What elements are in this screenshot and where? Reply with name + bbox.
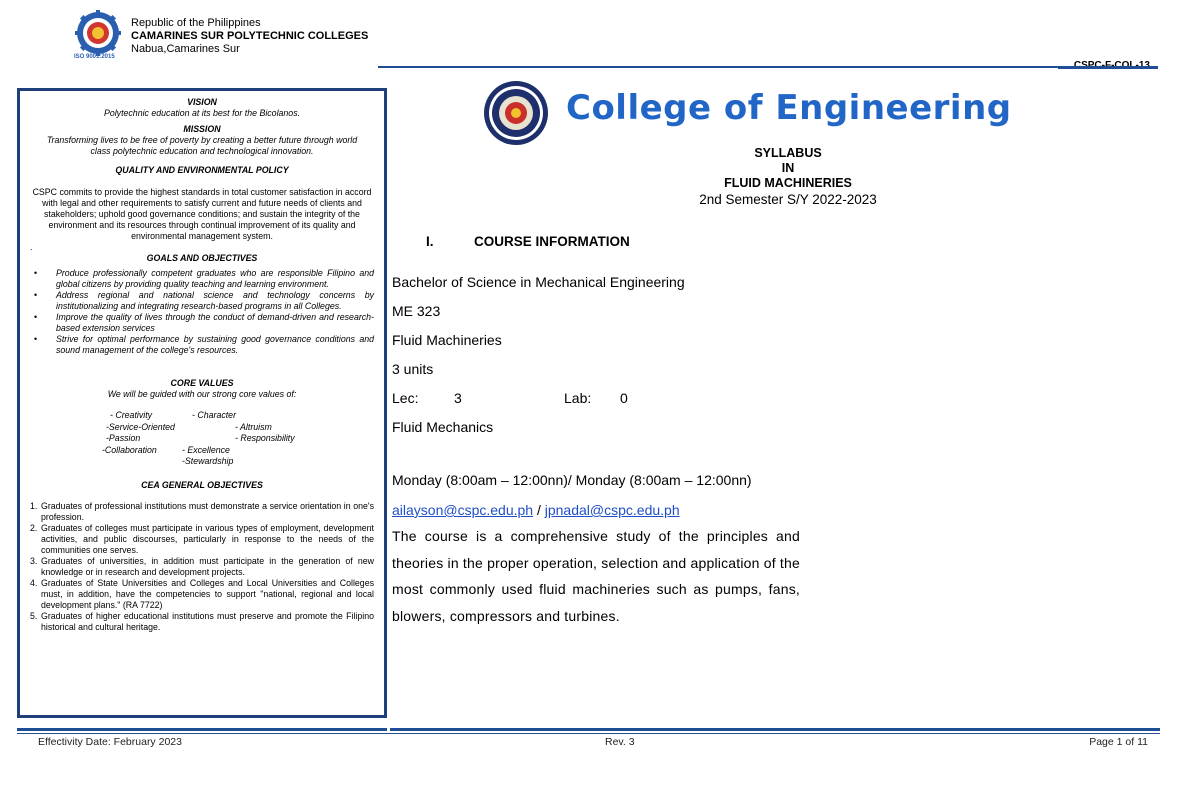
goal-item: • Improve the quality of lives through the conduct of demand-driven and research- based extension services bbox=[30, 312, 374, 334]
section-heading bbox=[426, 234, 630, 249]
course-title: FLUID MACHINERIES bbox=[724, 176, 852, 190]
iso-label: ISO 9001:2015 bbox=[74, 54, 115, 60]
vision-title: VISION bbox=[187, 97, 217, 107]
schedule-value: Monday (8:00am – 12:00nn)/ Monday (8:00am – 12:00nn) bbox=[392, 472, 752, 488]
lec-value: 3 bbox=[454, 390, 462, 406]
page-number: Page 1 of 11 bbox=[1089, 736, 1148, 748]
course-code-value: ME 323 bbox=[392, 303, 441, 319]
section-title: COURSE INFORMATION bbox=[474, 234, 630, 249]
core-values-grid bbox=[30, 410, 374, 468]
footer-rule-right bbox=[390, 728, 1160, 731]
value-excellence: - Excellence bbox=[182, 444, 230, 455]
goal-item: • Strive for optimal performance by sustaining good governance conditions and sound management of the college's resources. bbox=[30, 334, 374, 356]
vision-text: Polytechnic education at its best for the Bicolanos. bbox=[103, 108, 301, 118]
in-label: IN bbox=[781, 161, 795, 175]
program-value: Bachelor of Science in Mechanical Engineering bbox=[392, 274, 685, 290]
lab-label: Lab: bbox=[564, 390, 592, 406]
value-responsibility: - Responsibility bbox=[235, 433, 295, 443]
institution-sidebar bbox=[17, 88, 387, 718]
value-service: -Service-Oriented bbox=[106, 421, 175, 432]
cea-objective-item: 1. Graduates of professional institutions must demonstrate a service orientation in one's profession. bbox=[30, 500, 374, 522]
section-number: I. bbox=[426, 234, 434, 249]
instructor-emails bbox=[392, 502, 680, 518]
cea-objective-item: 5. Graduates of higher educational institutions must preserve and promote the Filipino historical and cultural heritage. bbox=[30, 610, 374, 632]
value-collaboration: -Collaboration bbox=[102, 444, 157, 455]
core-values-intro: We will be guided with our strong core values of: bbox=[107, 389, 297, 399]
republic-label: Republic of the Philippines bbox=[131, 17, 261, 29]
cea-objective-item: 3. Graduates of universities, in addition must participate in the generation of new knowledge or in research and development projects. bbox=[30, 555, 374, 577]
value-altruism: - Altruism bbox=[235, 421, 272, 432]
header-rule-accent bbox=[1058, 66, 1158, 69]
email-link-1[interactable]: ailayson@cspc.edu.ph bbox=[392, 502, 534, 518]
revision-label: Rev. 3 bbox=[605, 736, 635, 748]
value-character: - Character bbox=[192, 410, 236, 420]
cea-objectives-list bbox=[30, 501, 374, 633]
cea-title: CEA GENERAL OBJECTIVES bbox=[141, 479, 263, 490]
lec-label: Lec: bbox=[392, 390, 419, 406]
value-passion: -Passion bbox=[106, 433, 141, 443]
institution-location: Nabua,Camarines Sur bbox=[131, 43, 240, 55]
prerequisite-value: Fluid Mechanics bbox=[392, 419, 494, 435]
cea-objective-item: 4. Graduates of State Universities and Colleges and Local Universities and Colleges must, in addition, have the competencies to support "national, regional and local development plans." (RA 7722) bbox=[30, 577, 374, 610]
mission-text: Transforming lives to be free of poverty by creating a better future through world class polytechnic education and technological innovation. bbox=[46, 135, 358, 156]
header-rule bbox=[378, 66, 1058, 68]
value-stewardship: -Stewardship bbox=[182, 456, 234, 466]
contact-hours bbox=[392, 390, 628, 406]
goal-item: • Address regional and national science and technology concerns by institutionalizing and integrating research-based programs in all Colleges. bbox=[30, 290, 374, 312]
syllabus-heading bbox=[640, 146, 936, 208]
effectivity-date: Effectivity Date: February 2023 bbox=[38, 736, 182, 748]
footer-rule-thin bbox=[17, 733, 1160, 734]
goals-list bbox=[30, 268, 374, 356]
policy-title: QUALITY AND ENVIRONMENTAL POLICY bbox=[115, 165, 289, 175]
units-value: 3 units bbox=[392, 361, 434, 377]
college-title: College of Engineering bbox=[566, 88, 1012, 128]
email-separator: / bbox=[533, 502, 545, 518]
institution-name: CAMARINES SUR POLYTECHNIC COLLEGES bbox=[131, 30, 369, 42]
course-name-value: Fluid Machineries bbox=[392, 332, 502, 348]
syllabus-label: SYLLABUS bbox=[754, 146, 822, 160]
policy-text: CSPC commits to provide the highest standards in total customer satisfaction in accord with legal and other requirements to satisfy current and future needs of clients and stakeholders; uphold good governance conditions; and sustain the integrity of the environment and its resources through continual improvement of its quality and environmental management system. bbox=[32, 187, 372, 241]
goals-title: GOALS AND OBJECTIVES bbox=[146, 253, 258, 263]
college-seal bbox=[483, 80, 549, 146]
cea-objective-item: 2. Graduates of colleges must participate in various types of employment, development activities, and public discourses, particularly in response to the needs of the communities one serves. bbox=[30, 522, 374, 555]
footer-rule-left bbox=[17, 728, 387, 731]
value-creativity: - Creativity bbox=[110, 410, 153, 420]
semester-label: 2nd Semester S/Y 2022-2023 bbox=[699, 192, 877, 207]
course-description: The course is a comprehensive study of the principles and theories in the proper operation, selection and application of the most commonly used fluid machineries such as pumps, fans, blowers, compressors and turbines. bbox=[392, 528, 800, 624]
mission-title: MISSION bbox=[183, 124, 221, 134]
email-link-2[interactable]: jpnadal@cspc.edu.ph bbox=[544, 502, 680, 518]
lab-value: 0 bbox=[620, 390, 628, 406]
goal-item: • Produce professionally competent graduates who are responsible Filipino and global citizens by providing quality teaching and learning environment. bbox=[30, 268, 374, 290]
header-block bbox=[131, 17, 368, 56]
policy-dot: . bbox=[30, 242, 33, 252]
engineering-seal-icon bbox=[483, 80, 549, 146]
core-values-title: CORE VALUES bbox=[170, 378, 234, 388]
